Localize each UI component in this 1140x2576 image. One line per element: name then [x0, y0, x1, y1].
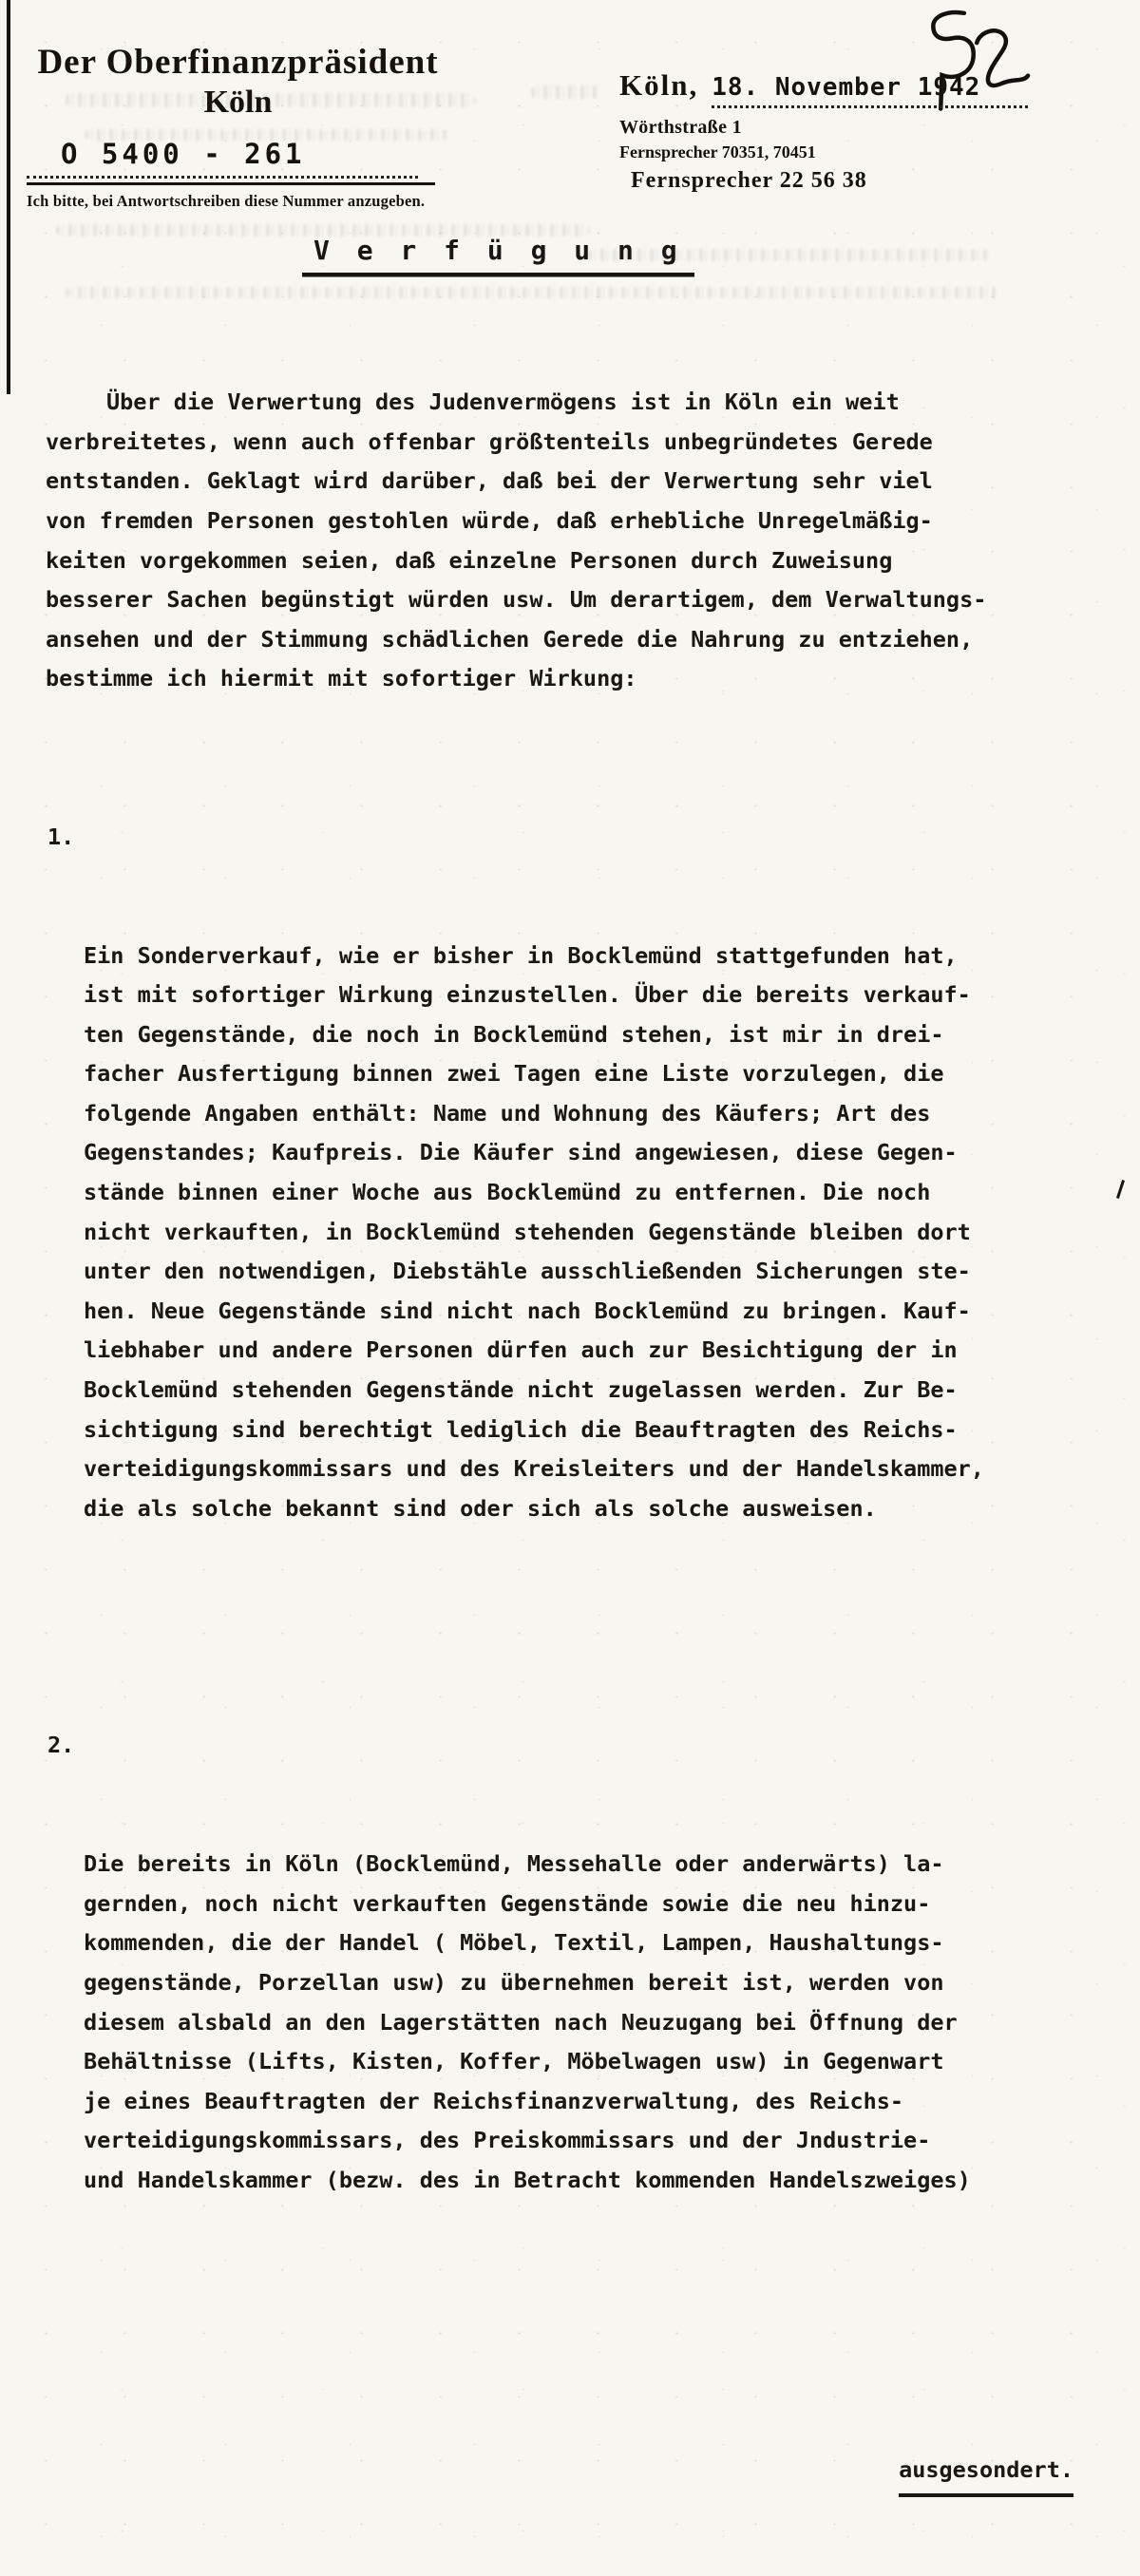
- text-line: folgende Angaben enthält: Name und Wohnung des Käufers; Art des: [84, 1099, 931, 1127]
- text-line: je eines Beauftragten der Reichsfinanzverwaltung, des Reichs-: [84, 2087, 904, 2114]
- sender-title: Der Oberfinanzpräsident: [37, 43, 439, 82]
- text-line: ist mit sofortiger Wirkung einzustellen. Über die bereits verkauf-: [84, 981, 971, 1009]
- text-line: Über die Verwertung des Judenvermögens ist in Köln ein weit: [106, 388, 900, 416]
- handwritten-comma-mark: [1116, 1180, 1125, 1199]
- text-line: unter den notwendigen, Diebstähle ausschließenden Sicherungen ste-: [84, 1258, 971, 1285]
- phone-stamped: Fernsprecher 22 56 38: [631, 168, 867, 193]
- phone-printed: Fernsprecher 70351, 70451: [619, 142, 816, 161]
- text-line: bestimme ich hiermit mit sofortiger Wirkung:: [46, 665, 637, 692]
- text-line: hen. Neue Gegenstände sind nicht nach Bocklemünd zu bringen. Kauf-: [84, 1297, 971, 1324]
- document-title: V e r f ü g u n g: [302, 235, 694, 276]
- horizontal-rule: [27, 182, 435, 185]
- text-line: facher Ausfertigung binnen zwei Tagen eine Liste vorzulegen, die: [84, 1060, 944, 1088]
- text-line: diesem alsbald an den Lagerstätten nach Neuzugang bei Öffnung der: [84, 2008, 958, 2036]
- reference-note: Ich bitte, bei Antwortschreiben diese Nummer anzugeben.: [27, 192, 426, 210]
- text-line: entstanden. Geklagt wird darüber, daß bei der Verwertung sehr viel: [46, 467, 933, 495]
- text-line: ten Gegenstände, die noch in Bocklemünd stehen, ist mir in drei-: [84, 1020, 944, 1048]
- text-line: nicht verkauften, in Bocklemünd stehenden Gegenstände bleiben dort: [84, 1218, 971, 1245]
- letterhead-sender-block: [27, 42, 449, 211]
- text-line: verteidigungskommissars und des Kreisleiters und der Handelskammer,: [84, 1455, 984, 1483]
- intro-paragraph: [46, 383, 1094, 699]
- text-line: Behältnisse (Lifts, Kisten, Koffer, Möbelwagen usw) in Gegenwart: [84, 2048, 944, 2075]
- text-line: sichtigung sind berechtigt lediglich die Beauftragten des Reichs-: [84, 1415, 958, 1443]
- place-date-row: [619, 68, 1028, 108]
- text-line: liebhaber und andere Personen dürfen auch zur Besichtigung der in: [84, 1336, 958, 1364]
- scan-noise: [532, 85, 598, 99]
- text-line: kommenden, die der Handel ( Möbel, Textil, Lampen, Haushaltungs-: [84, 1929, 944, 1957]
- place-label: Köln,: [619, 68, 699, 102]
- text-line: Gegenstandes; Kaufpreis. Die Käufer sind angewiesen, diese Gegen-: [84, 1139, 958, 1166]
- text-line: gegenstände, Porzellan usw) zu übernehmen bereit ist, werden von: [84, 1968, 944, 1996]
- list-item-1: [46, 818, 1094, 1608]
- reference-number: O 5400 - 261: [61, 138, 306, 170]
- letterhead-date-block: [619, 68, 1028, 194]
- scan-noise: [66, 287, 998, 298]
- text-line: und Handelskammer (bezw. des in Betracht kommenden Handelszweiges): [84, 2166, 971, 2193]
- text-line: Bocklemünd stehenden Gegenstände nicht zugelassen werden. Zur Be-: [84, 1376, 958, 1404]
- text-line: die als solche bekannt sind oder sich als solche ausweisen.: [84, 1494, 877, 1522]
- date-line: [712, 73, 1028, 108]
- text-line: besserer Sachen begünstigt würden usw. Um derartigem, dem Verwaltungs-: [46, 586, 987, 614]
- scan-edge-line: [7, 0, 10, 394]
- text-line: Ein Sonderverkauf, wie er bisher in Bocklemünd stattgefunden hat,: [84, 941, 958, 969]
- text-line: verbreitetes, wenn auch offenbar größtenteils unbegründetes Gerede: [46, 427, 933, 455]
- sender-city: Köln: [203, 85, 273, 120]
- text-line: Die bereits in Köln (Bocklemünd, Messehalle oder anderwärts) la-: [84, 1850, 944, 1878]
- item-text: [84, 937, 1094, 1529]
- item-number: 1.: [48, 823, 75, 850]
- sender-address: Wörthstraße 1: [619, 117, 742, 138]
- document-body: [46, 304, 1094, 2576]
- text-line: verteidigungskommissars, des Preiskommissars und der Jndustrie-: [84, 2127, 931, 2154]
- text-line: von fremden Personen gestohlen würde, daß erhebliche Unregelmäßig-: [46, 506, 933, 534]
- item-number: 2.: [48, 1732, 75, 1759]
- text-line: keiten vorgekommen seien, daß einzelne Personen durch Zuweisung: [46, 546, 893, 574]
- dotted-rule: [27, 176, 418, 179]
- text-line: stände binnen einer Woche aus Bocklemünd zu entfernen. Die noch: [84, 1179, 931, 1206]
- closing-row: [46, 2411, 1094, 2536]
- text-line: ansehen und der Stimmung schädlichen Gerede die Nahrung zu entziehen,: [46, 625, 974, 653]
- closing-word: ausgesondert.: [899, 2451, 1074, 2497]
- list-item-2: [46, 1726, 1094, 2279]
- item-text: [84, 1845, 1094, 2200]
- document-date: 18. November 1942: [712, 73, 981, 102]
- text-line: gernden, noch nicht verkauften Gegenstände sowie die neu hinzu-: [84, 1889, 931, 1917]
